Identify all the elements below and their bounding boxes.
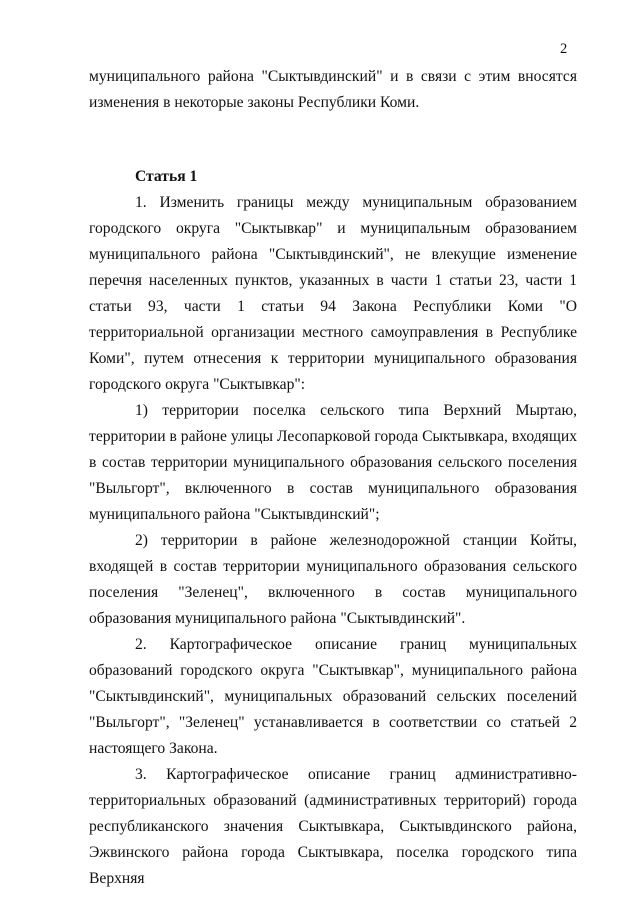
document-body — [89, 64, 577, 892]
intro-paragraph: муниципального района "Сыктывдинский" и в связи с этим вносятся изменения в некоторые законы Республики Коми. — [89, 68, 577, 111]
page-number: 2 — [560, 41, 568, 57]
paragraph-2: 2. Картографическое описание границ муниципальных образований городского округа "Сыктывкар", муниципального района "Сыктывдинский", муниципальных образований сельских поселений "Выльгорт", "Зеленец" устанавливается в соответствии со статьей 2 настоящего Закона. — [89, 636, 577, 757]
paragraph-3: 3. Картографическое описание границ административно-территориальных образований (административных территорий) города республиканского значения Сыктывкара, Сыктывдинского района, Эжвинского района города Сыктывкара, поселка городского типа Верхняя — [89, 766, 577, 887]
paragraph-1: 1. Изменить границы между муниципальным образованием городского округа "Сыктывкар" и муниципальным образованием муниципального района "Сыктывдинский", не влекущие изменение перечня населенных пунктов, указанных в части 1 статьи 23, части 1 статьи 93, части 1 статьи 94 Закона Республики Коми "О территориальной организации местного самоуправления в Республике Коми", путем отнесения к территории муниципального образования городского округа "Сыктывкар": — [89, 194, 577, 393]
paragraph-1-item-2: 2) территории в районе железнодорожной станции Койты, входящей в состав территории муниципального образования сельского поселения "Зеленец", включенного в состав муниципального образования муниципального района "Сыктывдинский". — [89, 532, 577, 627]
article-heading: Статья 1 — [135, 168, 198, 185]
paragraph-1-item-1: 1) территории поселка сельского типа Верхний Мыртаю, территории в районе улицы Лесопарковой города Сыктывкара, входящих в состав территории муниципального образования сельского поселения "Выльгорт", включенного в состав муниципального образования муниципального района "Сыктывдинский"; — [89, 402, 577, 523]
